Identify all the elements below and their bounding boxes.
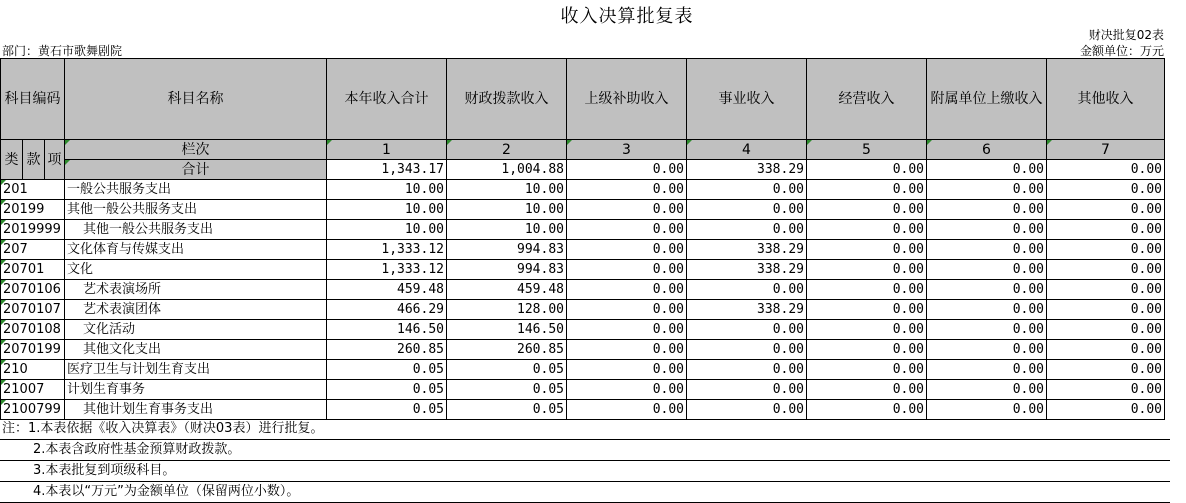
note-item: 4.本表以“万元”为金额单位（保留两位小数）。 (0, 482, 1170, 503)
amount-cell: 0.00 (807, 180, 927, 200)
table-row[interactable] (1, 220, 1165, 240)
total-cell: 338.29 (687, 160, 807, 180)
amount-cell: 0.00 (927, 340, 1047, 360)
form-number: 财决批复02表 (1088, 28, 1164, 42)
amount-cell: 0.00 (927, 360, 1047, 380)
col-num-7: 7 (1047, 140, 1165, 160)
amount-cell: 0.05 (327, 360, 447, 380)
subject-code: 2019999 (1, 220, 65, 240)
col-num-5: 5 (807, 140, 927, 160)
amount-cell: 0.00 (927, 380, 1047, 400)
notes-section (0, 419, 1170, 503)
table-row[interactable] (1, 180, 1165, 200)
amount-cell: 0.00 (687, 180, 807, 200)
subject-name: 医疗卫生与计划生育支出 (65, 360, 327, 380)
amount-cell: 10.00 (327, 180, 447, 200)
subject-name: 文化 (65, 260, 327, 280)
header-col-6: 附属单位上缴收入 (927, 59, 1047, 140)
col-num-1: 1 (327, 140, 447, 160)
subject-code: 20701 (1, 260, 65, 280)
col-num-2: 2 (447, 140, 567, 160)
table-row[interactable] (1, 300, 1165, 320)
amount-cell: 0.00 (687, 340, 807, 360)
subject-code: 207 (1, 240, 65, 260)
amount-cell: 0.00 (567, 260, 687, 280)
amount-cell: 466.29 (327, 300, 447, 320)
header-col-7: 其他收入 (1047, 59, 1165, 140)
amount-cell: 0.00 (1047, 220, 1165, 240)
table-row[interactable] (1, 240, 1165, 260)
amount-cell: 0.00 (1047, 360, 1165, 380)
subject-code: 2070107 (1, 300, 65, 320)
amount-cell: 0.00 (567, 320, 687, 340)
amount-cell: 0.00 (687, 400, 807, 420)
amount-cell: 0.00 (687, 320, 807, 340)
subject-code: 201 (1, 180, 65, 200)
col-num-3: 3 (567, 140, 687, 160)
amount-cell: 10.00 (447, 200, 567, 220)
amount-cell: 0.00 (1047, 340, 1165, 360)
amount-cell: 994.83 (447, 260, 567, 280)
table-row[interactable] (1, 320, 1165, 340)
amount-cell: 0.00 (687, 280, 807, 300)
header-subject-name: 科目名称 (65, 59, 327, 140)
subject-name: 艺术表演团体 (65, 300, 327, 320)
amount-cell: 0.00 (807, 400, 927, 420)
col-num-6: 6 (927, 140, 1047, 160)
amount-cell: 0.00 (1047, 240, 1165, 260)
amount-cell: 0.00 (567, 300, 687, 320)
amount-cell: 0.00 (1047, 300, 1165, 320)
header-lei: 类 (1, 140, 23, 180)
amount-cell: 10.00 (327, 200, 447, 220)
amount-cell: 338.29 (687, 300, 807, 320)
amount-cell: 0.00 (567, 200, 687, 220)
amount-cell: 994.83 (447, 240, 567, 260)
header-col-3: 上级补助收入 (567, 59, 687, 140)
amount-cell: 0.00 (1047, 380, 1165, 400)
amount-cell: 0.00 (567, 180, 687, 200)
amount-cell: 10.00 (327, 220, 447, 240)
subject-name: 艺术表演场所 (65, 280, 327, 300)
subject-name: 其他一般公共服务支出 (65, 220, 327, 240)
income-table (0, 58, 1165, 420)
amount-cell: 0.00 (1047, 320, 1165, 340)
amount-cell: 0.00 (807, 280, 927, 300)
amount-cell: 0.00 (567, 340, 687, 360)
amount-unit: 金额单位：万元 (1079, 44, 1164, 58)
amount-cell: 0.00 (927, 320, 1047, 340)
total-cell: 0.00 (1047, 160, 1165, 180)
table-row[interactable] (1, 260, 1165, 280)
amount-cell: 459.48 (447, 280, 567, 300)
header-xiang: 项 (45, 140, 65, 180)
header-col-1: 本年收入合计 (327, 59, 447, 140)
note-item: 2.本表含政府性基金预算财政拨款。 (0, 440, 1170, 461)
amount-cell: 0.00 (807, 320, 927, 340)
subject-code: 2070106 (1, 280, 65, 300)
amount-cell: 0.00 (927, 200, 1047, 220)
amount-cell: 0.00 (807, 260, 927, 280)
amount-cell: 1,333.12 (327, 240, 447, 260)
amount-cell: 0.00 (807, 240, 927, 260)
amount-cell: 0.05 (447, 360, 567, 380)
amount-cell: 0.00 (567, 360, 687, 380)
page-title: 收入决算批复表 (560, 6, 694, 27)
amount-cell: 146.50 (447, 320, 567, 340)
amount-cell: 0.00 (807, 200, 927, 220)
subject-code: 20199 (1, 200, 65, 220)
table-row[interactable] (1, 400, 1165, 420)
table-row[interactable] (1, 360, 1165, 380)
subject-code: 2100799 (1, 400, 65, 420)
amount-cell: 0.00 (807, 340, 927, 360)
amount-cell: 0.05 (447, 400, 567, 420)
amount-cell: 0.00 (567, 400, 687, 420)
amount-cell: 260.85 (327, 340, 447, 360)
amount-cell: 0.00 (567, 280, 687, 300)
amount-cell: 0.00 (1047, 180, 1165, 200)
table-row[interactable] (1, 380, 1165, 400)
amount-cell: 0.00 (927, 300, 1047, 320)
amount-cell: 146.50 (327, 320, 447, 340)
amount-cell: 260.85 (447, 340, 567, 360)
note-item: 注：1.本表依据《收入决算表》（财决03表）进行批复。 (0, 419, 1170, 440)
department-label: 部门：黄石市歌舞剧院 (2, 44, 123, 58)
amount-cell: 1,333.12 (327, 260, 447, 280)
amount-cell: 0.00 (1047, 260, 1165, 280)
amount-cell: 338.29 (687, 260, 807, 280)
total-cell: 0.00 (927, 160, 1047, 180)
amount-cell: 0.00 (1047, 280, 1165, 300)
total-cell: 0.00 (807, 160, 927, 180)
amount-cell: 0.00 (927, 240, 1047, 260)
amount-cell: 0.05 (327, 400, 447, 420)
header-subject-code: 科目编码 (1, 59, 65, 140)
amount-cell: 0.00 (807, 380, 927, 400)
subject-name: 其他计划生育事务支出 (65, 400, 327, 420)
subject-name: 文化活动 (65, 320, 327, 340)
amount-cell: 0.00 (1047, 200, 1165, 220)
subject-name: 文化体育与传媒支出 (65, 240, 327, 260)
header-col-4: 事业收入 (687, 59, 807, 140)
header-col-2: 财政拨款收入 (447, 59, 567, 140)
amount-cell: 0.00 (687, 380, 807, 400)
amount-cell: 10.00 (447, 180, 567, 200)
subject-name: 一般公共服务支出 (65, 180, 327, 200)
header-col-5: 经营收入 (807, 59, 927, 140)
note-item: 3.本表批复到项级科目。 (0, 461, 1170, 482)
amount-cell: 0.00 (687, 220, 807, 240)
amount-cell: 0.00 (807, 360, 927, 380)
total-cell: 1,004.88 (447, 160, 567, 180)
amount-cell: 0.00 (927, 180, 1047, 200)
amount-cell: 0.05 (327, 380, 447, 400)
amount-cell: 0.00 (927, 260, 1047, 280)
subject-code: 2070108 (1, 320, 65, 340)
total-cell: 1,343.17 (327, 160, 447, 180)
subject-name: 其他一般公共服务支出 (65, 200, 327, 220)
col-num-4: 4 (687, 140, 807, 160)
header-kuan: 款 (23, 140, 45, 180)
subject-name: 计划生育事务 (65, 380, 327, 400)
amount-cell: 128.00 (447, 300, 567, 320)
amount-cell: 0.05 (447, 380, 567, 400)
amount-cell: 0.00 (567, 240, 687, 260)
amount-cell: 338.29 (687, 240, 807, 260)
subject-code: 210 (1, 360, 65, 380)
amount-cell: 0.00 (567, 220, 687, 240)
amount-cell: 0.00 (927, 280, 1047, 300)
table-row[interactable] (1, 280, 1165, 300)
amount-cell: 0.00 (807, 300, 927, 320)
amount-cell: 0.00 (687, 200, 807, 220)
amount-cell: 0.00 (807, 220, 927, 240)
total-cell: 0.00 (567, 160, 687, 180)
header-lanci: 栏次 (65, 140, 327, 160)
total-row (1, 160, 1165, 180)
amount-cell: 0.00 (687, 360, 807, 380)
amount-cell: 10.00 (447, 220, 567, 240)
amount-cell: 459.48 (327, 280, 447, 300)
amount-cell: 0.00 (927, 400, 1047, 420)
table-row[interactable] (1, 200, 1165, 220)
subject-code: 21007 (1, 380, 65, 400)
amount-cell: 0.00 (927, 220, 1047, 240)
amount-cell: 0.00 (567, 380, 687, 400)
amount-cell: 0.00 (1047, 400, 1165, 420)
subject-name: 其他文化支出 (65, 340, 327, 360)
table-row[interactable] (1, 340, 1165, 360)
total-label: 合计 (65, 160, 327, 180)
subject-code: 2070199 (1, 340, 65, 360)
